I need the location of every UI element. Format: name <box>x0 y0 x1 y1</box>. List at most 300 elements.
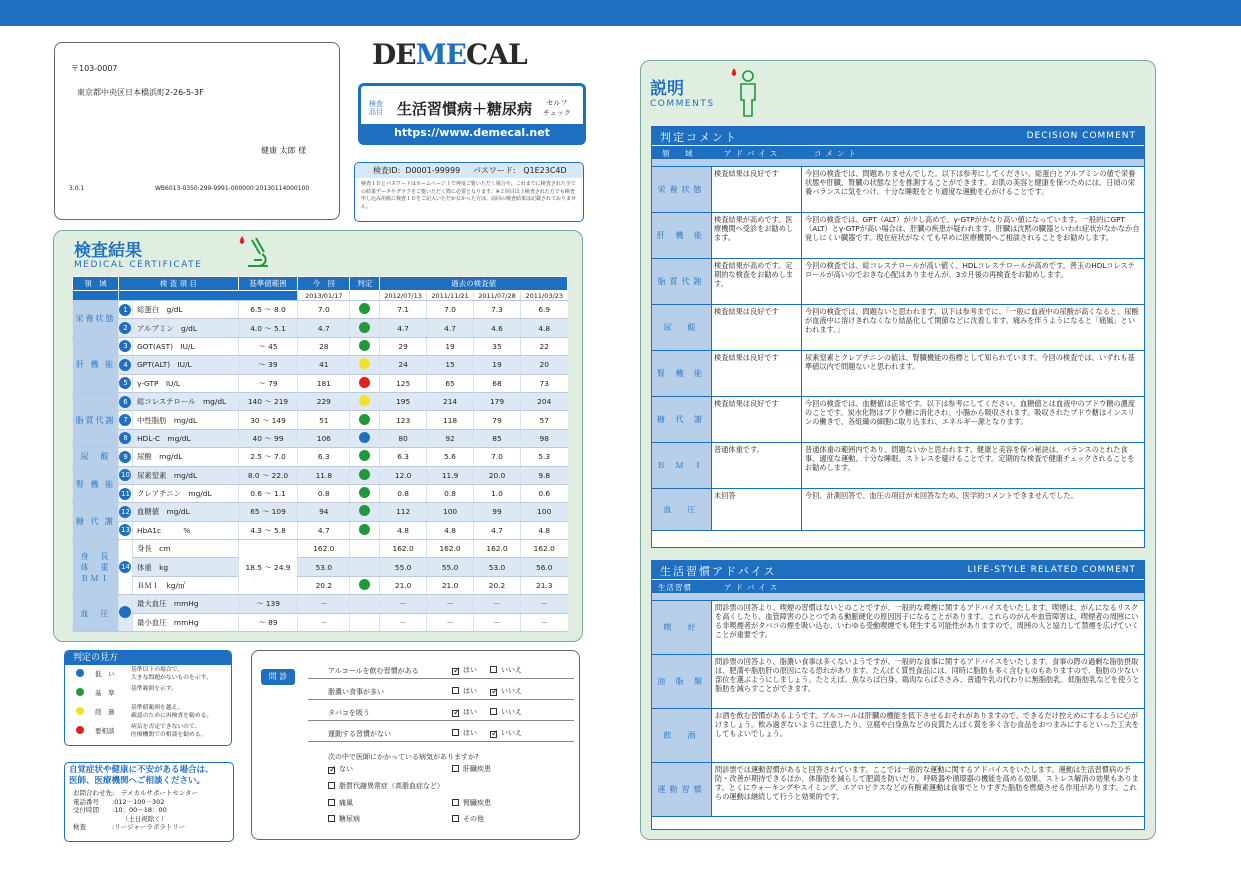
item-name: 血糖値 mg/dL <box>132 503 238 521</box>
checkbox-icon <box>452 815 459 822</box>
credentials-box <box>354 162 584 222</box>
legend-label: 経 過 <box>95 708 115 716</box>
lifestyle-title: 生活習慣アドバイス <box>660 565 777 578</box>
legend-title: 判定の見方 <box>65 651 231 665</box>
date-past: 2011/11/21 <box>427 291 474 301</box>
past-value: 20.2 <box>474 576 521 594</box>
number-badge: 3 <box>119 340 131 352</box>
judge-cell <box>350 392 380 410</box>
past-value: 99 <box>474 503 521 521</box>
row-category: 栄養状態 <box>652 167 712 212</box>
legend-dot <box>76 688 84 696</box>
row-category: 飲 酒 <box>652 709 712 762</box>
current-value: － <box>298 595 350 613</box>
item-name: GPT(ALT) IU/L <box>132 356 238 374</box>
judge-cell <box>350 411 380 429</box>
yes-label: はい <box>463 708 477 716</box>
past-value: 118 <box>427 411 474 429</box>
checkbox-icon <box>452 765 459 772</box>
interview-question <box>308 703 574 721</box>
past-value: 0.8 <box>427 484 474 502</box>
answer-no[interactable] <box>490 686 522 696</box>
option-diabetes[interactable] <box>328 814 360 824</box>
legend-item <box>65 722 231 741</box>
range-cell: 30 〜 149 <box>238 411 298 429</box>
current-value: 20.2 <box>298 576 350 594</box>
lifestyle-header <box>652 561 1144 579</box>
checkbox-icon <box>452 729 459 736</box>
answer-yes[interactable] <box>452 707 477 717</box>
result-row <box>73 374 568 392</box>
interview-box <box>251 650 580 840</box>
row-category: 脂質代謝 <box>652 259 712 304</box>
contact-line: 受付時間 :10：00～18：00 <box>73 806 167 814</box>
checkbox-checked-icon: ✓ <box>453 708 461 718</box>
past-value: 195 <box>380 392 427 410</box>
judge-dot <box>359 358 370 369</box>
option-label: ない <box>339 765 353 773</box>
option-label: その他 <box>463 815 484 823</box>
address-line: 東京都中央区日本橋浜町2-26-5-3F <box>77 88 204 97</box>
result-row <box>73 503 568 521</box>
past-value: 19 <box>474 356 521 374</box>
past-value: 12.0 <box>380 466 427 484</box>
category-cell: 栄養状態 <box>73 301 119 338</box>
row-advice: 検査結果は良好です <box>712 305 802 350</box>
row-advice: 検査結果は良好です <box>712 167 802 212</box>
item-number <box>118 429 132 447</box>
past-value: － <box>474 595 521 613</box>
past-value: － <box>427 595 474 613</box>
number-badge: 12 <box>120 507 130 516</box>
result-row <box>73 337 568 355</box>
current-value: 53.0 <box>298 558 350 576</box>
past-value: 214 <box>427 392 474 410</box>
comments-subtitle: COMMENTS <box>650 99 715 109</box>
number-badge: 6 <box>119 396 131 408</box>
option-lipid[interactable] <box>328 781 444 791</box>
past-value: 7.3 <box>474 301 521 319</box>
judge-dot <box>359 322 370 333</box>
person-icon <box>728 66 764 120</box>
past-value: 162.0 <box>380 540 427 558</box>
current-value: 106 <box>298 429 350 447</box>
range-cell: 〜 39 <box>238 356 298 374</box>
result-row <box>73 392 568 410</box>
past-value: 92 <box>427 429 474 447</box>
past-value: 15 <box>427 356 474 374</box>
past-value: 55.0 <box>427 558 474 576</box>
item-number <box>118 392 132 410</box>
decision-header <box>652 127 1144 145</box>
range-cell: 6.5 〜 8.0 <box>238 301 298 319</box>
comments-title: 説明 <box>650 79 684 99</box>
legend-item <box>65 703 231 722</box>
checkbox-icon <box>452 799 459 806</box>
contact-line: 検査 :リージャーラボラトリー <box>73 823 186 831</box>
question-text: タバコを吸う <box>328 709 370 717</box>
past-value: － <box>520 613 567 631</box>
range-cell: 〜 139 <box>238 595 298 613</box>
address-card <box>54 42 340 220</box>
test-name: 生活習慣病＋糖尿病 <box>397 100 533 118</box>
row-category: 運動習慣 <box>652 763 712 816</box>
past-value: 9.8 <box>520 466 567 484</box>
item-number <box>118 540 132 595</box>
demecal-logo <box>372 38 572 72</box>
decision-row <box>652 397 1144 443</box>
item-name: 最小血圧 mmHg <box>132 613 238 631</box>
past-value: － <box>427 613 474 631</box>
past-value: 7.0 <box>427 301 474 319</box>
yes-label: はい <box>463 666 477 674</box>
category-cell: 糖 代 謝 <box>73 503 119 540</box>
result-row <box>73 448 568 466</box>
option-label: 脂質代謝異常症（高脂血症など） <box>339 782 444 790</box>
past-value: 65 <box>427 374 474 392</box>
judgment-legend <box>64 650 232 746</box>
past-value: － <box>380 613 427 631</box>
row-comment: 普通体重の範囲内であり、問題ないかと思われます。健康と美容を保つ秘訣は、バランスのとれた食事、適度な運動、十分な睡眠、ストレスを避けることです。定期的な検査で健康チェックされることをお勧めします。 <box>805 445 1135 472</box>
row-category: Ｂ Ｍ Ｉ <box>652 443 712 488</box>
range-cell: 〜 89 <box>238 613 298 631</box>
number-badge: 4 <box>119 359 131 371</box>
past-value: 0.8 <box>380 484 427 502</box>
item-name: γ-GTP IU/L <box>132 374 238 392</box>
past-value: 179 <box>474 392 521 410</box>
past-value: 80 <box>380 429 427 447</box>
interview-tag: 問 診 <box>261 669 295 685</box>
item-number <box>118 595 132 632</box>
checkbox-checked-icon: ✓ <box>453 666 461 676</box>
judge-cell <box>350 595 380 613</box>
legend-label: 基 準 <box>95 689 115 697</box>
date-past: 2012/07/13 <box>380 291 427 301</box>
decision-row <box>652 167 1144 213</box>
interview-question <box>308 661 574 679</box>
disease-question: 次の中で医師にかかっている病気がありますか? <box>328 753 479 761</box>
row-comment: お酒を飲む習慣があるようです。アルコールは肝臓の機能を低下させるおそれがありますので、できるだけ控えめにするように心がけましょう。飲み過ぎないように注意したり、豆腐や白身魚などの良質たんぱく質を多く含む食品をおつまみにするといった工夫をしてもよいでしょう。 <box>715 711 1139 738</box>
option-none[interactable] <box>328 764 353 774</box>
item-name: 尿酸 mg/dL <box>132 448 238 466</box>
item-name: ＢＭＩ kg/㎡ <box>132 576 238 594</box>
contact-line: 電話番号 :012－100－302 <box>73 797 165 806</box>
past-value: 98 <box>520 429 567 447</box>
judge-cell <box>350 613 380 631</box>
category-cell: 腎 機 能 <box>73 466 119 503</box>
checkbox-icon <box>490 708 497 715</box>
decision-row <box>652 213 1144 259</box>
no-label: いいえ <box>501 729 522 737</box>
decision-row <box>652 351 1144 397</box>
past-value: 162.0 <box>474 540 521 558</box>
row-comment: 問診票では運動習慣があると回答されています。ここでは一般的な運動に関するアドバイスをいたします。運動は生活習慣病の予防・改善が期待できるほか、体脂肪を減らして肥満を防いだり、呼吸器や循環器の機能を高める効果、ストレス解消の効果もあります。とくにウォーキングやスイミング、エアロビクスなどの有酸素運動は食事でとりすぎた脂肪を燃焼させる作用があります。これらの運動は継続して行うと効果的です。 <box>715 765 1139 801</box>
judge-cell <box>350 356 380 374</box>
row-category: 糖 代 謝 <box>652 397 712 442</box>
results-title: 検査結果 <box>74 241 142 261</box>
judge-dot <box>359 487 370 498</box>
item-number <box>118 411 132 429</box>
past-value: 4.8 <box>520 521 567 539</box>
decision-row <box>652 489 1144 531</box>
row-category: 肝 機 能 <box>652 213 712 258</box>
answer-yes[interactable] <box>452 665 477 675</box>
col-area: 領 域 <box>73 277 119 291</box>
item-name: 体重 kg <box>132 558 238 576</box>
results-table <box>72 276 568 632</box>
option-gout[interactable] <box>328 798 353 808</box>
logo-part: CAL <box>465 38 527 71</box>
category-cell: 肝 機 能 <box>73 337 119 392</box>
range-cell: 140 〜 219 <box>238 392 298 410</box>
judge-dot <box>359 450 370 461</box>
checkbox-checked-icon: ✓ <box>491 687 499 697</box>
interview-question <box>308 724 574 742</box>
range-cell: 4.0 〜 5.1 <box>238 319 298 337</box>
option-label: 痛風 <box>339 799 353 807</box>
checkbox-checked-icon: ✓ <box>329 765 337 775</box>
past-value: 7.0 <box>474 448 521 466</box>
row-comment: 問診票の回答より、脂濃い食事は多くないようですが、一般的な食事に関するアドバイスをいたします。食事の際の過剰な脂肪摂取は、肥満や脂肪肝の原因になる恐れがあります。たんぱく質性食品には、同時に脂肪も多く含むものもありますので、脂肪の少ない部位を選ぶようにしましょう。たとえば、魚ならば白身、鶏肉ならばささみ、普通牛乳の代わりに無脂肪乳、低脂肪乳などを使うと脂肪を減らすことができます。 <box>715 657 1140 693</box>
current-value: 162.0 <box>298 540 350 558</box>
answer-yes[interactable] <box>452 686 477 696</box>
judge-cell <box>350 319 380 337</box>
item-number <box>118 319 132 337</box>
result-row <box>73 540 568 558</box>
past-value: 53.0 <box>474 558 521 576</box>
past-value: 11.9 <box>427 466 474 484</box>
judge-dot <box>359 469 370 480</box>
legend-desc: 病気を否定できないので、 医療機関での相談を勧める。 <box>131 724 207 738</box>
top-banner <box>0 0 1241 26</box>
answer-yes[interactable] <box>452 728 477 738</box>
row-comment: 今回の検査では、血糖値は正常です。以下は参考にしてください。血糖値とは血液中のブドウ糖の濃度のことです。炭水化物はブドウ糖に消化され、小腸から吸収されます。吸収されたブドウ糖はインスリンの働きで、各組織の細胞に取り込まれ、エネルギー源となります。 <box>805 399 1136 426</box>
option-label: 糖尿病 <box>339 815 360 823</box>
option-kidney[interactable] <box>452 798 491 808</box>
range-cell: 40 〜 99 <box>238 429 298 447</box>
item-number <box>118 484 132 502</box>
no-label: いいえ <box>501 687 522 695</box>
postal-code: 〒103-0007 <box>71 64 118 73</box>
item-name: クレアチニン mg/dL <box>132 484 238 502</box>
row-category: 油 脂 類 <box>652 655 712 708</box>
decision-title-en: DECISION COMMENT <box>1026 131 1136 141</box>
row-comment: 今回の検査では、問題ないと思われます。以下は参考までに、「一般に血液中の尿酸が高くなると、尿酸が血液中に溶けきれなくなり結晶化して関節などに沈着します。痛みを伴うようになると「痛風」といわれます。」 <box>805 307 1139 334</box>
option-other[interactable] <box>452 814 484 824</box>
range-cell: 4.3 〜 5.8 <box>238 521 298 539</box>
row-category: 腎 機 能 <box>652 351 712 396</box>
no-label: いいえ <box>501 666 522 674</box>
past-value: 4.8 <box>520 319 567 337</box>
number-badge <box>119 606 131 618</box>
current-value: 28 <box>298 337 350 355</box>
legend-desc: 基準値範囲を越え、 確認のために再検査を勧める。 <box>131 705 213 719</box>
item-name: HDL-C mg/dL <box>132 429 238 447</box>
item-number <box>118 356 132 374</box>
current-value: 229 <box>298 392 350 410</box>
past-value: 24 <box>380 356 427 374</box>
range-cell: 8.0 〜 22.0 <box>238 466 298 484</box>
judge-dot <box>359 579 370 590</box>
item-name: 総蛋白 g/dL <box>132 301 238 319</box>
past-value: 19 <box>427 337 474 355</box>
item-name: 身長 cm <box>132 540 238 558</box>
past-value: 0.6 <box>520 484 567 502</box>
legend-label: 低 い <box>95 670 115 678</box>
past-value: 4.7 <box>380 319 427 337</box>
col-advice: アドバイス <box>724 583 782 592</box>
past-value: 1.0 <box>474 484 521 502</box>
judge-dot <box>359 524 370 535</box>
current-value: 94 <box>298 503 350 521</box>
row-category: 血 圧 <box>652 489 712 530</box>
row-advice: 普通体重です。 <box>712 443 802 488</box>
result-row <box>73 411 568 429</box>
range-cell: 0.6 〜 1.1 <box>238 484 298 502</box>
past-value: 55.0 <box>380 558 427 576</box>
question-text: 脂濃い食事が多い <box>328 688 384 696</box>
date-past: 2011/03/23 <box>520 291 567 301</box>
past-value: 29 <box>380 337 427 355</box>
number-badge: 2 <box>119 322 131 334</box>
test-title-box <box>358 83 586 145</box>
number-badge: 13 <box>120 526 130 535</box>
past-value: 57 <box>520 411 567 429</box>
past-value: 162.0 <box>520 540 567 558</box>
past-value: 7.1 <box>380 301 427 319</box>
website-link[interactable]: https://www.demecal.net <box>361 124 583 142</box>
item-number <box>118 337 132 355</box>
range-cell: 18.5 〜 24.9 <box>238 540 298 595</box>
judge-dot <box>359 303 370 314</box>
legend-dot <box>76 726 84 734</box>
question-text: 運動する習慣がない <box>328 730 391 738</box>
row-comment: 問診票の回答より、喫煙の習慣はないとのことですが、一般的な喫煙に関するアドバイスをいたします。喫煙は、がんになるリスクを高くしたり、血管障害のひとつである動脈硬化の原因因子になることがあります。これらのがんや血管障害は、喫煙者の周囲にいる非喫煙者がタバコの煙を吸い込む、いわゆる受動喫煙でも発生する可能性がありますので、周囲の人と協力して禁煙を広げていくことが重要です。 <box>715 603 1139 639</box>
legend-desc: 基準以下の場合で、 大きな問題がないものを示す。 <box>131 667 212 681</box>
past-value: 79 <box>474 411 521 429</box>
category-cell: 脂質代謝 <box>73 392 119 447</box>
number-badge: 10 <box>120 471 130 480</box>
lifestyle-row <box>652 655 1144 709</box>
lifestyle-columns <box>652 579 1144 593</box>
col-item: 検 査 項 目 <box>118 277 238 291</box>
col-area: 領 域 <box>662 149 697 158</box>
version-label: 3.0.1 <box>69 185 85 192</box>
answer-no[interactable] <box>490 728 522 738</box>
item-name: 最大血圧 mmHg <box>132 595 238 613</box>
answer-no[interactable] <box>490 707 522 717</box>
past-value: 4.7 <box>474 521 521 539</box>
past-value: － <box>474 613 521 631</box>
item-number <box>118 503 132 521</box>
row-advice: 検査結果が高めです。医療機関へ受診をお勧めします。 <box>712 213 802 258</box>
row-advice: 未回答 <box>712 489 802 530</box>
past-value: 100 <box>427 503 474 521</box>
past-value: 4.7 <box>427 319 474 337</box>
decision-row <box>652 443 1144 489</box>
past-value: 6.3 <box>380 448 427 466</box>
judge-cell <box>350 558 380 576</box>
row-category: 尿 酸 <box>652 305 712 350</box>
recipient-name: 健康 太郎 様 <box>261 146 307 155</box>
judge-dot <box>359 414 370 425</box>
yes-label: はい <box>463 729 477 737</box>
past-value: 4.8 <box>380 521 427 539</box>
judge-cell <box>350 503 380 521</box>
past-value: 20.0 <box>474 466 521 484</box>
past-value: 6.9 <box>520 301 567 319</box>
contact-box <box>64 762 234 842</box>
past-value: 112 <box>380 503 427 521</box>
past-value: 21.3 <box>520 576 567 594</box>
option-liver[interactable] <box>452 764 491 774</box>
judge-dot <box>359 340 370 351</box>
item-name: GOT(AST) IU/L <box>132 337 238 355</box>
row-advice: 検査結果は良好です <box>712 397 802 442</box>
past-value: 73 <box>520 374 567 392</box>
judge-cell <box>350 576 380 594</box>
number-badge: 5 <box>119 377 131 389</box>
range-cell: 2.5 〜 7.0 <box>238 448 298 466</box>
row-comment: 今回の検査では、総コレステロールが高い値く、HDLコレステロールが高めです。善玉のHDLコレステロールが高いのでおきな心配はありませんが、3カ月後の再検査をお勧めします。 <box>805 261 1135 279</box>
past-value: 100 <box>520 503 567 521</box>
item-name: 総コレステロール mg/dL <box>132 392 238 410</box>
result-row <box>73 521 568 539</box>
legend-dot <box>76 707 84 715</box>
question-text: アルコールを飲む習慣がある <box>328 667 419 675</box>
judge-cell <box>350 484 380 502</box>
item-name: HbA1c % <box>132 521 238 539</box>
spacer <box>652 593 1144 601</box>
checkbox-checked-icon: ✓ <box>491 729 499 739</box>
judge-cell <box>350 337 380 355</box>
col-range: 基準値範囲 <box>238 277 298 291</box>
col-area: 生活習慣 <box>658 583 692 592</box>
result-row <box>73 558 568 576</box>
number-badge: 11 <box>120 489 130 498</box>
current-value: 0.8 <box>298 484 350 502</box>
date-current: 2013/01/17 <box>298 291 350 301</box>
current-value: 4.7 <box>298 319 350 337</box>
item-number <box>118 448 132 466</box>
item-number <box>118 374 132 392</box>
tracking-code: WB6013-0350:299-9991-000000:20130114000100 <box>155 185 310 192</box>
row-advice: 検査結果が高めです。定期的な検査をお勧めします。 <box>712 259 802 304</box>
option-label: 肝臓疾患 <box>463 765 491 773</box>
result-row <box>73 466 568 484</box>
item-name: アルブミン g/dL <box>132 319 238 337</box>
past-value: 21.0 <box>380 576 427 594</box>
result-row <box>73 576 568 594</box>
current-value: 4.7 <box>298 521 350 539</box>
past-value: 125 <box>380 374 427 392</box>
judge-cell <box>350 429 380 447</box>
self-check-label: セルフ チェック <box>543 99 571 117</box>
checkbox-icon <box>452 687 459 694</box>
past-value: 22 <box>520 337 567 355</box>
past-value: － <box>520 595 567 613</box>
lifestyle-row <box>652 763 1144 817</box>
row-comment: 今回の検査では、GPT（ALT）が少し高めで、γ-GTPがかなり高い値になっています。一般的にGPT（ALT）とγ-GTPが高い場合は、肝臓の疾患が疑われます。肝臓は沈黙の臓器といわれ症状がなかなか自覚しにくい臓器です。現在症状がなくても早めに医療機関へご相談されることをお勧めします。 <box>805 215 1140 242</box>
past-value: 4.6 <box>474 319 521 337</box>
category-cell: 身 長 体 重 ＢＭＩ <box>73 540 119 595</box>
option-label: 腎臓疾患 <box>463 799 491 807</box>
legend-dot <box>76 669 84 677</box>
past-value: 85 <box>474 429 521 447</box>
past-value: 21.0 <box>427 576 474 594</box>
answer-no[interactable] <box>490 665 522 675</box>
result-row <box>73 484 568 502</box>
